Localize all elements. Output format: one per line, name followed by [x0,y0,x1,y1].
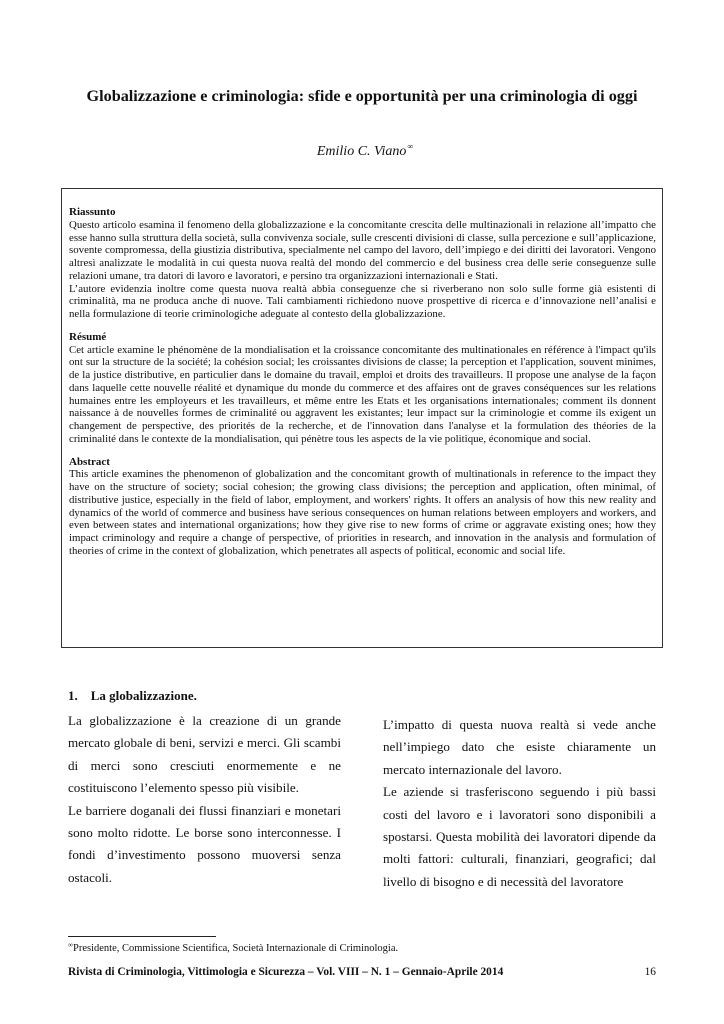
footnote-text: Presidente, Commissione Scientifica, Società Internazionale di Criminologia. [73,943,399,954]
author-name: Emilio C. Viano [316,144,407,159]
body-paragraph: La globalizzazione è la creazione di un grande mercato globale di beni, servizi e merci. Gli scambi di merci sono cresciuti enormemente e ne costituiscono l’elemento spesso più visibile. [68,713,341,796]
abstract-section-riassunto [69,206,656,321]
author-line [0,142,724,160]
body-paragraph: Le barriere doganali dei flussi finanziari e monetari sono molto ridotte. Le borse sono interconnesse. I fondi d’investimento possono muoversi senza ostacoli. [68,802,341,885]
abstract-paragraph: This article examines the phenomenon of globalization and the concomitant growth of multinationals in reference to the impact they have on the structure of society; social cohesion; the growing class divisions; the perception and application, often minimal, of distributive justice, especially in the field of labor, employment, and workers' rights. It offers an analysis of how this new reality and dynamics of the world of commerce and business have serious consequences on human relations between employers and workers, and even between states and international organizations; how they give rise to new forms of crime or aggravate existing ones; how they impact criminology and require a change of perspective, of priorities in research, and innovation in the analysis and formulation of theories of crime in the context of globalization, which penetrates all aspects of political, economic and social life. [69,468,656,557]
journal-footer: Rivista di Criminologia, Vittimologia e Sicurezza – Vol. VIII – N. 1 – Gennaio-Aprile 2014 [68,966,504,978]
abstract-heading: Abstract [69,455,110,468]
left-column [68,688,341,889]
abstract-section-resume [69,331,656,446]
section-heading: 1. La globalizzazione. [68,688,197,703]
author-footnote-marker: ∞ [407,142,414,151]
abstract-heading: Riassunto [69,206,116,218]
abstract-heading: Résumé [69,330,107,343]
abstract-paragraph: Questo articolo esamina il fenomeno della globalizzazione e la concomitante crescita delle multinazionali in relazione all’impatto che esse hanno sulla struttura della società, sulla convivenza sociale, sulle crescenti divisioni di classe, sulla percezione e sull’applicazione, sovente compromessa, della giustizia distributiva, specialmente nel campo del lavoro, dell’impiego e dei diritti dei lavoratori. Vengono altresì analizzate le modalità in cui questa nuova realtà del mondo del commercio e del business crea delle serie conseguenze sulle relazioni umane, tra datori di lavoro e lavoratori, e persino tra organizzazioni internazionali e Stati. [69,218,656,282]
footnote [68,941,398,954]
footnote-divider [68,936,216,937]
body-paragraph: L’impatto di questa nuova realtà si vede anche nell’impiego dato che esiste chiaramente un mercato internazionale del lavoro. [383,717,656,777]
footnote-marker: ∞ [68,941,73,949]
body-paragraph: Le aziende si trasferiscono seguendo i più bassi costi del lavoro e i lavoratori sono disponibili a spostarsi. Questa mobilità dei lavoratori dipende da molti fattori: culturali, finanziari, geografici; dal livello di bisogno e di necessità del lavoratore [383,784,656,889]
right-column [383,714,656,893]
abstract-box [61,188,663,648]
body-columns [68,688,656,903]
article-title: Globalizzazione e criminologia: sfide e opportunità per una criminologia di oggi [86,87,638,105]
page-number: 16 [644,966,656,978]
abstract-paragraph: Cet article examine le phénomène de la mondialisation et la croissance concomitante des multinationales en référence à l'impact qu'ils ont sur la structure de la société; la cohésion social; les croissantes divisions de classe; la perception et l'application, souvent minimes, de la justice distributive, en particulier dans le domaine du travail, emploi et droits des travailleurs. Il propose une analyse de la façon dans laquelle cette nouvelle réalité et dynamique du monde du commerce et des affaires ont de graves conséquences sur les relations humaines entre les employeurs et les travailleurs, et même entre les Etats et les organisations internationales; comment ils donnent naissance à de nouvelles formes de criminalité ou aggravent les existantes; leur impact sur la criminologie et comme ils exigent un changement de perspective, des priorités de la recherche, et de l'innovation dans l'analyse et la formulation des théories de la criminalité dans le contexte de la mondialisation, qui pénètre tous les aspects de la vie politique, économique and social. [69,343,656,445]
abstract-section-abstract [69,456,656,558]
abstract-paragraph: L’autore evidenzia inoltre come questa nuova realtà abbia conseguenze che si riverberano non solo sulle forme già esistenti di criminalità, ma ne produca anche di nuove. Tali cambiamenti richiedono nuove prospettive di ricerca e d’innovazione nell’analisi e nella formulazione di teorie criminologiche adeguate al contesto della globalizzazione. [69,282,656,321]
